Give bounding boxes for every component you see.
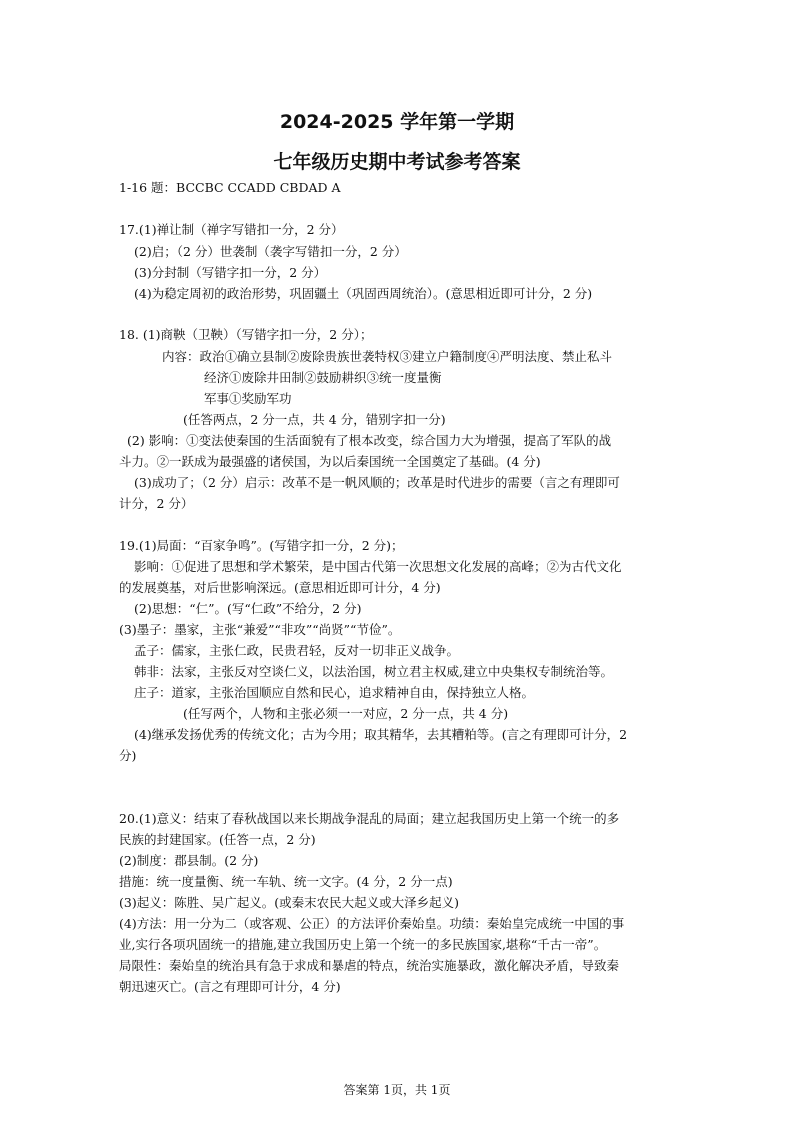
text-line: 斗力。②一跃成为最强盛的诸侯国，为以后秦国统一全国奠定了基础。(4 分) — [119, 454, 541, 469]
text-line: (4)为稳定周初的政治形势，巩固疆土（巩固西周统治）。(意思相近即可计分，2 分) — [134, 286, 593, 301]
title-line-2: 七年级历史期中考试参考答案 — [273, 151, 521, 173]
text-line: 1-16 题：BCCBC CCADD CBDAD A — [119, 180, 341, 195]
text-line: 局限性：秦始皇的统治具有急于求成和暴虐的特点，统治实施暴政，激化解决矛盾，导致秦 — [119, 958, 620, 973]
text-line: 内容：政治①确立县制②废除贵族世袭特权③建立户籍制度④严明法度、禁止私斗 — [162, 349, 613, 364]
text-line: 民族的封建国家。(任答一点，2 分) — [119, 832, 316, 847]
text-line: 措施：统一度量衡、统一车轨、统一文字。(4 分，2 分一点) — [119, 874, 453, 889]
text-line: (2)思想：“仁”。(写“仁政”不给分，2 分) — [134, 601, 362, 616]
text-line: (3)成功了；（2 分）启示：改革不是一帆风顺的；改革是时代进步的需要（言之有理即可 — [134, 475, 620, 490]
text-line: (2)启；（2 分）世袭制（袭字写错扣一分，2 分） — [134, 244, 407, 259]
text-line: 经济①废除井田制②鼓励耕织③统一度量衡 — [204, 370, 442, 385]
text-line: (4)方法：用一分为二（或客观、公正）的方法评价秦始皇。功绩：秦始皇完成统一中国的事 — [119, 916, 625, 931]
text-line: (任答两点，2 分一点，共 4 分，错别字扣一分) — [183, 412, 446, 427]
text-line: 庄子：道家，主张治国顺应自然和民心，追求精神自由，保持独立人格。 — [134, 685, 535, 700]
text-line: (2)制度：郡县制。(2 分) — [119, 853, 259, 868]
text-line: 韩非：法家，主张反对空谈仁义，以法治国，树立君主权威,建立中央集权专制统治等。 — [134, 664, 613, 679]
text-line: (2) 影响：①变法使秦国的生活面貌有了根本改变，综合国力大为增强，提高了军队的战 — [127, 433, 612, 448]
text-line: 19.(1)局面：“百家争鸣”。(写错字扣一分，2 分)； — [119, 538, 404, 553]
title-line-1: 2024-2025 学年第一学期 — [279, 111, 515, 133]
text-line: (3)分封制（写错字扣一分，2 分） — [134, 265, 327, 280]
text-line: 20.(1)意义：结束了春秋战国以来长期战争混乱的局面；建立起我国历史上第一个统一的多 — [119, 811, 620, 826]
text-line: 18. (1)商鞅（卫鞅）（写错字扣一分，2 分）； — [119, 327, 373, 342]
page-footer: 答案第 1页，共 1页 — [343, 1083, 451, 1097]
text-line: 分) — [119, 748, 137, 763]
text-line: 17.(1)禅让制（禅字写错扣一分，2 分） — [119, 222, 344, 237]
text-line: (任写两个，人物和主张必须一一对应，2 分一点，共 4 分) — [183, 706, 509, 721]
text-line: 计分，2 分） — [119, 496, 194, 511]
text-line: (4)继承发扬优秀的传统文化；古为今用；取其精华，去其糟粕等。(言之有理即可计分，2 — [134, 727, 628, 742]
text-line: (3)起义：陈胜、吴广起义。(或秦末农民大起义或大泽乡起义) — [119, 895, 459, 910]
text-line: 朝迅速灭亡。(言之有理即可计分，4 分) — [119, 979, 341, 994]
text-line: 的发展奠基，对后世影响深远。(意思相近即可计分，4 分) — [119, 580, 441, 595]
text-line: 孟子：儒家，主张仁政，民贵君轻，反对一切非正义战争。 — [134, 643, 460, 658]
text-line: (3)墨子：墨家，主张“兼爱”“非攻”“尚贤”“节俭”。 — [119, 622, 401, 637]
text-line: 军事①奖励军功 — [204, 391, 292, 406]
text-line: 影响：①促进了思想和学术繁荣，是中国古代第一次思想文化发展的高峰；②为古代文化 — [134, 559, 622, 574]
text-line: 业,实行各项巩固统一的措施,建立我国历史上第一个统一的多民族国家,堪称“千古一帝”。 — [119, 937, 607, 952]
